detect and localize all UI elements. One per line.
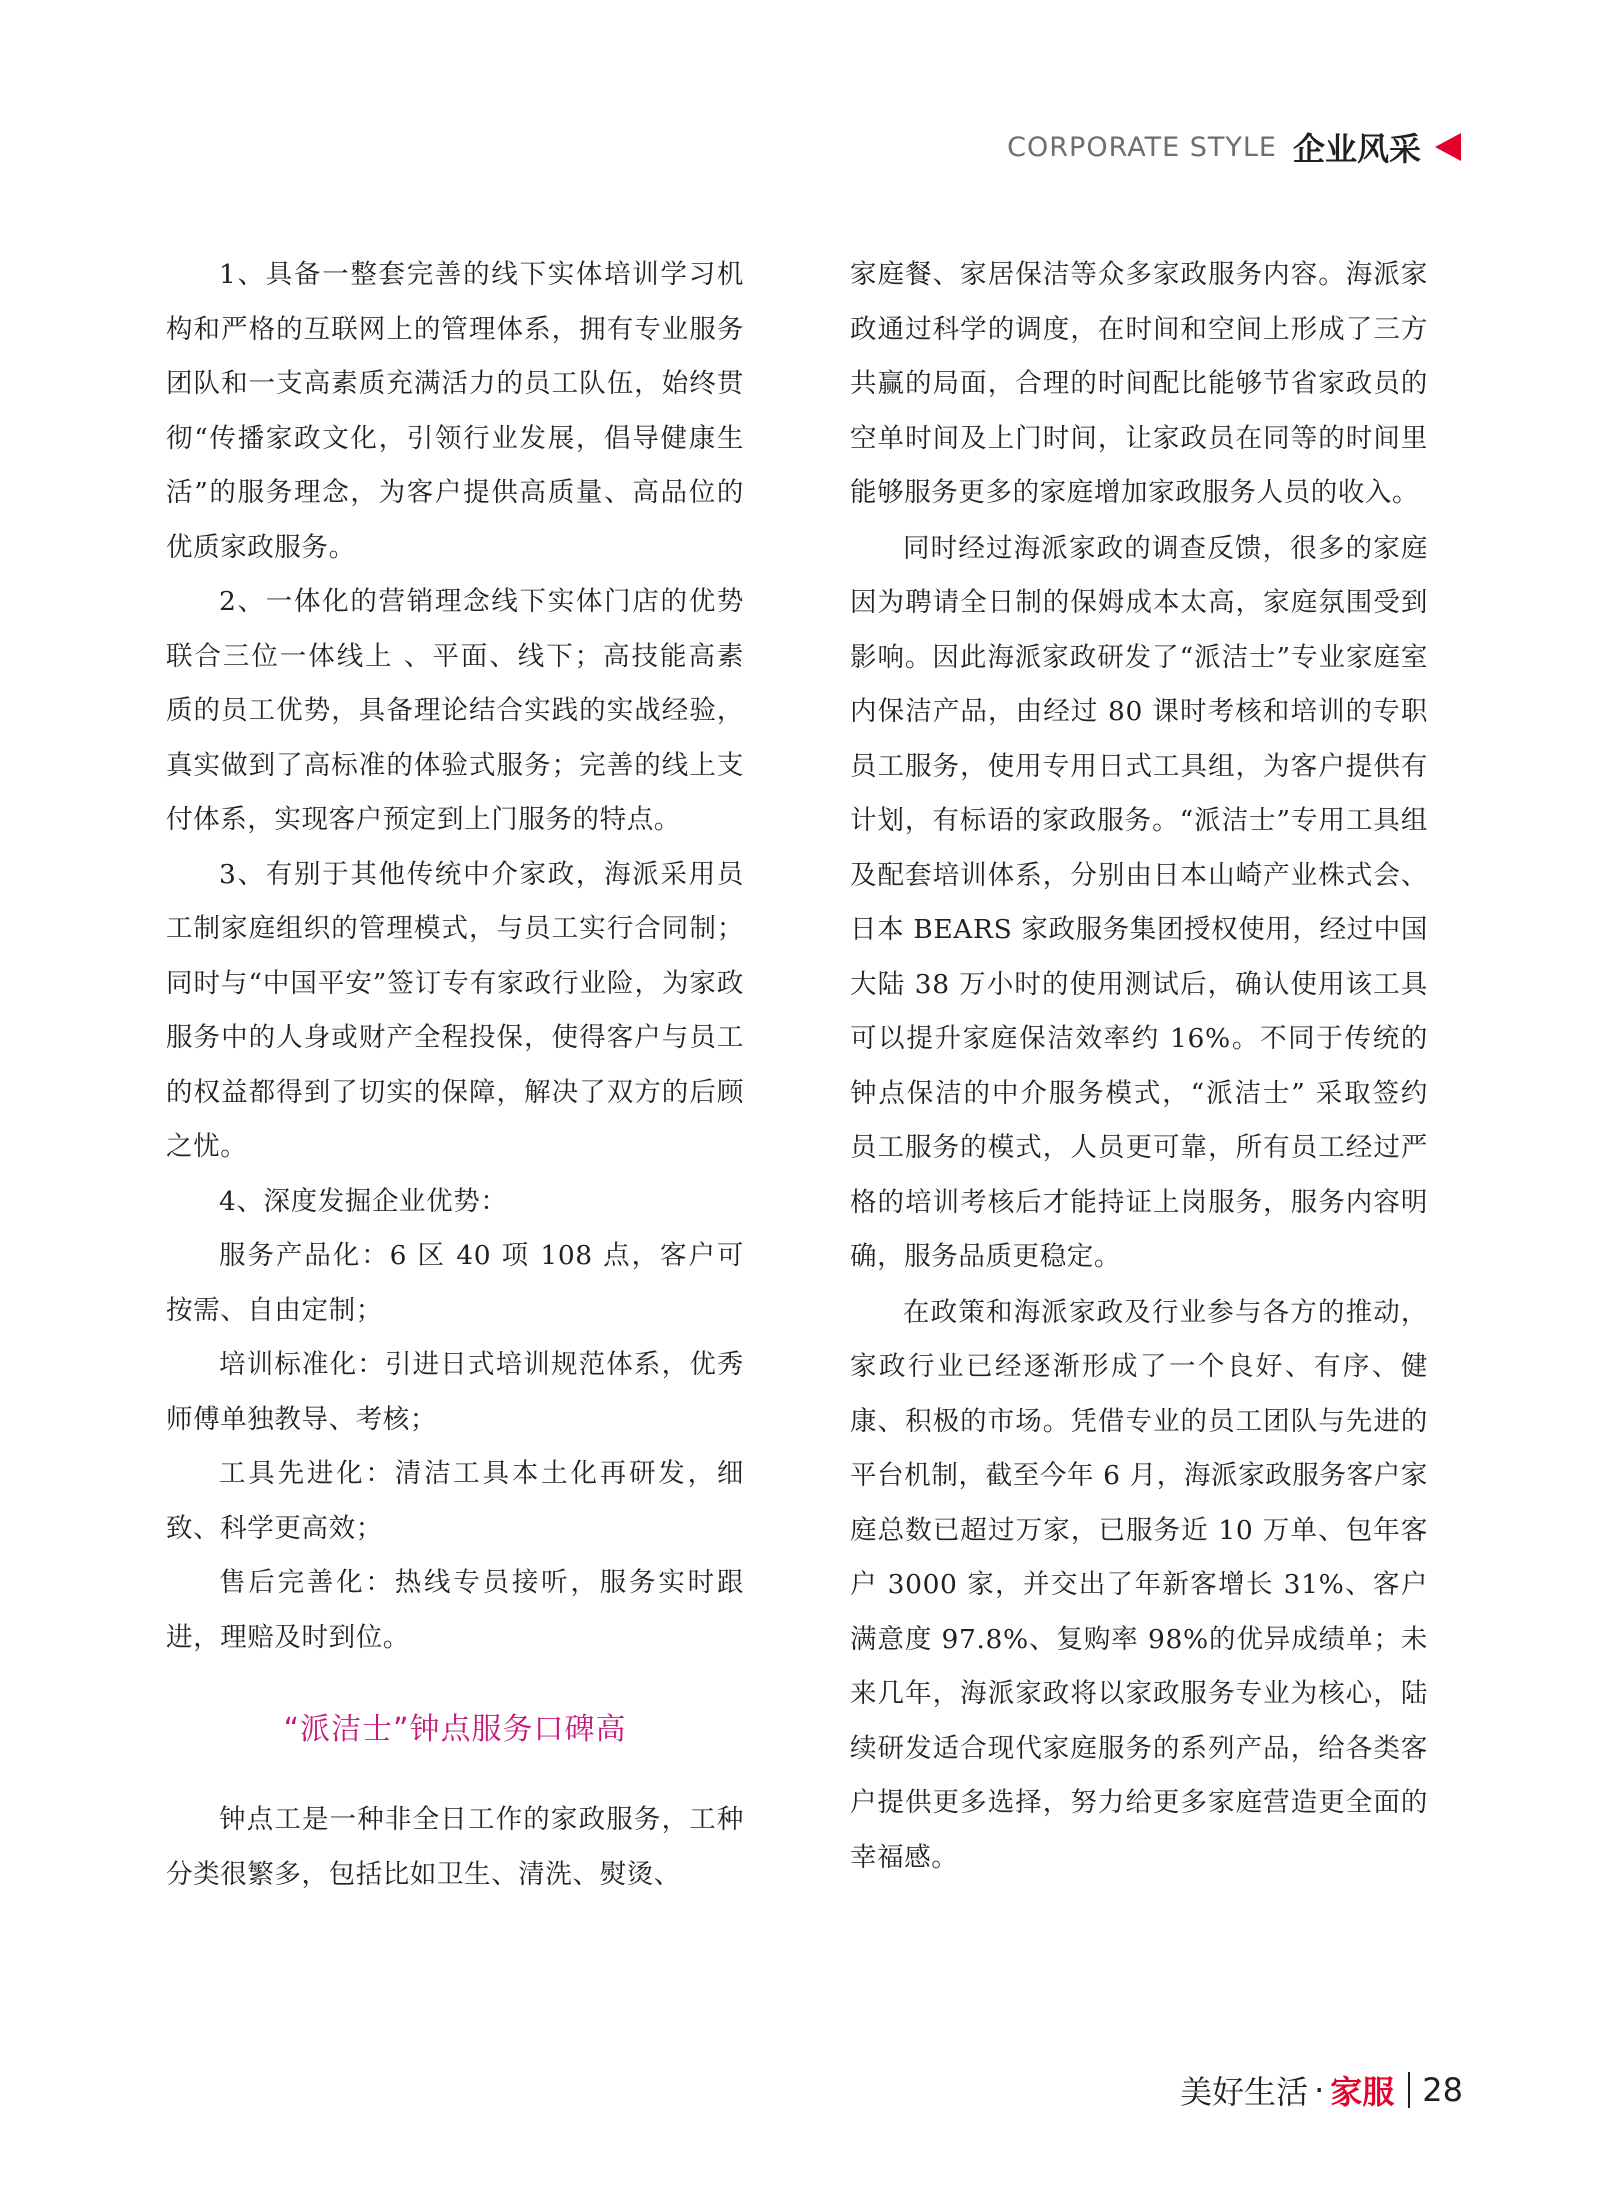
paragraph-continuation: 家庭餐、家居保洁等众多家政服务内容。海派家政通过科学的调度，在时间和空间上形成了三方共赢的局面，合理的时间配比能够节省家政员的空单时间及上门时间，让家政员在同等的时间里能够服务更多的家庭增加家政服务人员的收入。 xyxy=(850,259,1428,508)
header-english-title: CORPORATE STYLE xyxy=(1007,131,1277,163)
paragraph: 工具先进化：清洁工具本土化再研发，细致、科学更高效； xyxy=(166,1458,744,1544)
footer-separator: · xyxy=(1314,2071,1325,2109)
paragraph: 售后完善化：热线专员接听，服务实时跟进，理赔及时到位。 xyxy=(166,1567,744,1653)
section-subheading: “派洁士”钟点服务口碑高 xyxy=(283,1712,627,1747)
paragraph: 同时经过海派家政的调查反馈，很多的家庭因为聘请全日制的保姆成本太高，家庭氛围受到影响。因此海派家政研发了“派洁士”专业家庭室内保洁产品，由经过 80 课时考核和培训的专职员工服务，使用专用日式工具组，为客户提供有计划，有标语的家政服务。“派洁士”专用工具组及配套培训体系，分别由日本山崎产业株式会、日本 BEARS 家政服务集团授权使用，经过中国大陆 38 万小时的使用测试后，确认使用该工具可以提升家庭保洁效率约 16%。不同于传统的钟点保洁的中介服务模式，“派洁士” 采取签约员工服务的模式，人员更可靠，所有员工经过严格的培训考核后才能持证上岗服务，服务内容明确，服务品质更稳定。 xyxy=(850,532,1428,1272)
paragraph: 培训标准化：引进日式培训规范体系，优秀师傅单独教导、考核； xyxy=(166,1349,744,1435)
left-column xyxy=(166,248,744,1902)
section-name: 家服 xyxy=(1330,2073,1395,2111)
divider xyxy=(1408,2072,1410,2108)
triangle-marker-icon xyxy=(1435,133,1461,161)
paragraph: 4、深度发掘企业优势： xyxy=(219,1185,508,1217)
paragraph: 在政策和海派家政及行业参与各方的推动，家政行业已经逐渐形成了一个良好、有序、健康、积极的市场。凭借专业的员工团队与先进的平台机制，截至今年 6 月，海派家政服务客户家庭总数已超过万家，已服务近 10 万单、包年客户 3000 家，并交出了年新客增长 31%、客户满意度 97.8%、复购率 98%的优异成绩单；未来几年，海派家政将以家政服务专业为核心，陆续研发适合现代家庭服务的系列产品，给各类客户提供更多选择，努力给更多家庭营造更全面的幸福感。 xyxy=(850,1296,1428,1873)
paragraph: 服务产品化：6 区 40 项 108 点，客户可按需、自由定制； xyxy=(166,1240,744,1326)
running-header xyxy=(1007,124,1461,170)
page-footer xyxy=(1180,2066,1463,2114)
paragraph: 2、一体化的营销理念线下实体门店的优势联合三位一体线上 、平面、线下；高技能高素质的员工优势，具备理论结合实践的实战经验，真实做到了高标准的体验式服务；完善的线上支付体系，实现客户预定到上门服务的特点。 xyxy=(166,586,744,835)
paragraph: 1、具备一整套完善的线下实体培训学习机构和严格的互联网上的管理体系，拥有专业服务团队和一支高素质充满活力的员工队伍，始终贯彻“传播家政文化，引领行业发展，倡导健康生活”的服务理念，为客户提供高质量、高品位的优质家政服务。 xyxy=(166,259,744,563)
magazine-name: 美好生活 xyxy=(1180,2073,1309,2111)
page-number: 28 xyxy=(1422,2071,1463,2109)
paragraph: 3、有别于其他传统中介家政，海派采用员工制家庭组织的管理模式，与员工实行合同制；同时与“中国平安”签订专有家政行业险，为家政服务中的人身或财产全程投保，使得客户与员工的权益都得到了切实的保障，解决了双方的后顾之忧。 xyxy=(166,858,744,1162)
right-column xyxy=(850,248,1428,1885)
header-chinese-title: 企业风采 xyxy=(1292,130,1421,168)
paragraph: 钟点工是一种非全日工作的家政服务，工种分类很繁多，包括比如卫生、清洗、熨烫、 xyxy=(166,1804,744,1890)
